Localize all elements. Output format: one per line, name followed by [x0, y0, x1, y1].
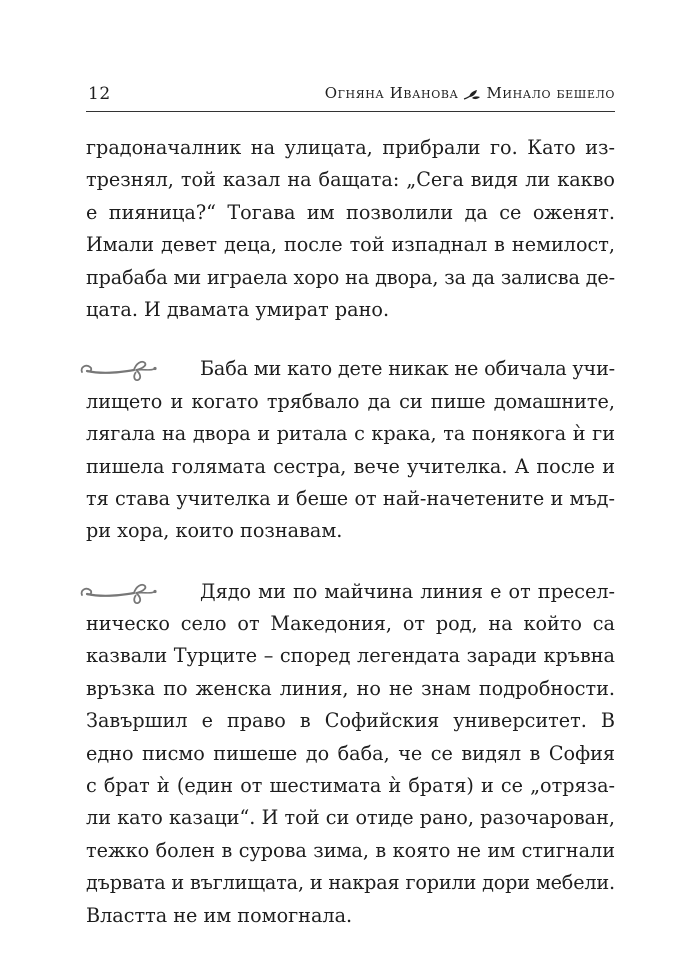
- text-line: връзка по женска линия, но не знам подробности.: [86, 676, 615, 700]
- text-line: Завършил е право в Софийския университет. В: [86, 709, 615, 733]
- text-line: Баба ми като дете никак не обичала учи-: [200, 357, 615, 381]
- text-line: ническо село от Македония, от род, на който са: [86, 612, 615, 636]
- flourish-ornament-icon: [78, 580, 160, 606]
- text-line: Властта не им помогнала.: [86, 903, 353, 927]
- body-text: [86, 132, 615, 932]
- text-line: е пияница?“ Тогава им позволили да се оженят.: [86, 200, 615, 224]
- text-line: цата. И двамата умират рано.: [86, 297, 390, 321]
- text-line: едно писмо пишеше до баба, че се видял в София: [86, 741, 615, 765]
- text-line: казвали Турците – според легендата заради кръвна: [86, 644, 615, 668]
- paragraph: [86, 353, 615, 547]
- text-line: тя става учителка и беше от най-начетените и мъд-: [86, 486, 615, 510]
- running-head: [325, 84, 615, 102]
- text-line: ли като казаци“. И той си отиде рано, разочарован,: [86, 806, 615, 830]
- text-line: прабаба ми играела хоро на двора, за да залисва де-: [86, 265, 615, 289]
- text-line: ри хора, които познавам.: [86, 519, 343, 543]
- text-line: градоначалник на улицата, прибрали го. Като из-: [86, 136, 615, 159]
- text-line: лягала на двора и ритала с крака, та понякога ѝ ги: [86, 422, 615, 446]
- flourish-ornament-icon: [78, 357, 160, 383]
- paragraph: [86, 576, 615, 932]
- text-line: дървата и въглищата, и накрая горили дори мебели.: [86, 871, 615, 895]
- text-line: Имали девет деца, после той изпаднал в немилост,: [86, 233, 615, 257]
- page-header: [86, 84, 615, 106]
- paragraph: [86, 132, 615, 326]
- text-line: трезнял, той казал на бащата: „Сега видя ли какво: [86, 168, 615, 192]
- text-line: с брат ѝ (един от шестимата ѝ братя) и се „отряза-: [86, 774, 615, 798]
- header-rule: [86, 111, 615, 112]
- book-title: Минало бешело: [486, 84, 615, 102]
- page-number: 12: [88, 84, 111, 104]
- author-name: Огняна Иванова: [324, 84, 459, 102]
- text-line: лището и когато трябвало да си пише домашните,: [86, 389, 615, 413]
- text-line: тежко болен в сурова зима, в която не им стигнали: [86, 838, 615, 862]
- leaf-ornament-icon: [463, 87, 481, 99]
- text-line: Дядо ми по майчина линия е от пресел-: [200, 579, 615, 603]
- text-line: пишела голямата сестра, вече учителка. А после и: [86, 454, 615, 478]
